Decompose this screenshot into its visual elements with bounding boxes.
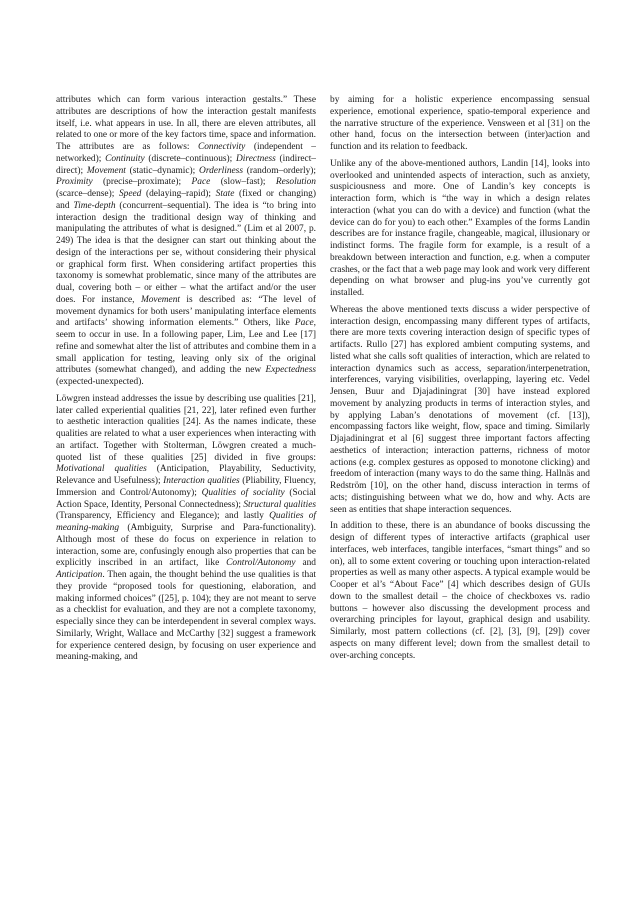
text-run: (expected-unexpected). — [56, 377, 144, 387]
italic-term: Pace — [294, 318, 314, 329]
text-run: (delaying–rapid); — [141, 189, 216, 199]
italic-term: Pace — [191, 177, 211, 188]
text-run: attributes which can form various interaction gestalts.” These attributes are descriptions of how the interaction gestalt manifests itself, i.e. what appears in use. In all, there are eleven attributes, all related to one or more of the key factors time, space and information. The attributes are as follows: — [56, 95, 316, 152]
text-run: Löwgren instead addresses the issue by describing use qualities [21], later called experiential qualities [21, 22], later refined even further to aesthetic interaction qualities [24]. As the names indicate, these qualities are related to what a user experiences when interacting with an artifact. Together with Stolterman, Löwgren created a much-quoted list of these qualities [25] divided in five groups: — [56, 393, 316, 463]
italic-term: Time-depth — [73, 200, 116, 211]
text-run: (slow–fast); — [210, 177, 276, 188]
text-run: (discrete–continuous); — [144, 153, 237, 164]
italic-term: Resolution — [275, 177, 316, 188]
italic-term: Connectivity — [197, 142, 246, 152]
text-run: (Social Action Space, Identity, Personal Connectedness); — [56, 487, 316, 510]
text-run: and — [295, 558, 316, 569]
text-run: (random–orderly); — [242, 165, 316, 176]
right-column — [330, 95, 590, 667]
text-run: (independent – networked); — [56, 142, 316, 164]
text-run: (Anticipation, Playability, Seductivity, Relevance and Usefulness); — [56, 464, 316, 486]
text-run: (concurrent–sequential). The idea is “to bring into interaction design the traditional design way of thinking and manipulating the attributes of what is designed.” (Lim et al 2007, p. 249) The idea is that the designer can start out thinking about the design of the interactions per se, without considering their physical or graphical form first. When considering artifact properties this taxonomy is somewhat problematic, since many of the attributes are dual, covering both – or either – what the artifact and/or the user does. For instance, — [56, 200, 316, 305]
text-run: (Pliability, Fluency, Immersion and Control/Autonomy); — [56, 476, 316, 498]
italic-term: Control/Autonomy — [226, 558, 296, 569]
text-run: Whereas the above mentioned texts discuss a wider perspective of interaction design, encompassing many different types of artifacts, there are more texts covering interaction design of specific types of artifacts. Rullo [27] has explored ambient computing systems, and listed what she calls soft qualities of interaction, which are related to interaction dynamics such as access, separation/interpenetration, interferences, varying visibilities, overlapping, layering etc. Vedel Jensen, Buur and Djajadiningrat [30] have instead explored movement by analyzing products in terms of interaction styles, and by applying Laban’s denotations of movement (cf. [13]), encompassing factors like weight, flow, space and timing. Similarly Djajadiningrat et al [6] suggest three important factors affecting aesthetics of interaction; interaction patterns, richness of motor actions (e.g. complex gestures as opposed to monotone clicking) and freedom of interaction (many ways to do the same thing. Hallnäs and Redström [10], on the other hand, discuss interaction in terms of acts; distinguishing between what we do, how and why. Acts are seen as entities that shape interaction sequences. — [330, 304, 590, 515]
italic-term: Expectedness — [265, 365, 316, 376]
italic-term: Structural qualities — [243, 499, 317, 510]
text-run: (Ambiguity, Surprise and Para-functionality). Although most of these do focus on experience in relation to interaction, some are, confusingly enough also properties that can be explicitly inscribed in an artifact, like — [56, 523, 316, 569]
text-run: (Transparency, Efficiency and Elegance); and lastly — [56, 511, 270, 522]
italic-term: State — [215, 189, 235, 199]
text-run: by aiming for a holistic experience encompassing sensual experience, emotional experience, spatio-temporal experience and the narrative structure of the experience. Vensween et al [31] on the other hand, focus on the intersection between (inter)action and function and its relation to feedback. — [330, 95, 590, 152]
paragraph — [56, 394, 316, 664]
paragraph — [330, 95, 590, 154]
italic-term: Proximity — [56, 177, 93, 188]
italic-term: Directness — [236, 153, 276, 164]
paragraph — [330, 521, 590, 662]
text-run: (static–dynamic); — [125, 165, 200, 176]
left-column — [56, 95, 316, 669]
text-run: (fixed or changing) and — [56, 189, 316, 211]
italic-term: Movement — [86, 165, 126, 176]
italic-term: Speed — [118, 189, 142, 199]
italic-term: Motivational qualities — [56, 464, 147, 475]
paragraph — [330, 159, 590, 300]
italic-term: Qualities of sociality — [201, 487, 285, 498]
text-run: (scarce–dense); — [56, 189, 119, 199]
text-run: (precise–proximate); — [92, 177, 192, 188]
italic-term: Continuity — [105, 153, 145, 164]
italic-term: Anticipation — [56, 570, 103, 580]
paragraph — [330, 305, 590, 517]
paragraph — [56, 95, 316, 389]
italic-term: Orderliness — [199, 165, 243, 176]
text-run: , seem to occur in use. In a following paper, Lim, Lee and Lee [17] refine and somewhat alter the list of attributes and combine them in a small application for testing, leaving only six of the original attributes (somewhat changed), and adding the new — [56, 318, 316, 376]
text-run: . Then again, the thought behind the use qualities is that they provide “proposed tools for questioning, elaboration, and making informed choices” ([25], p. 104); they are not meant to serve as a checklist for evaluation, and they are not a complete taxonomy, especially since they can be interdependent in several complex ways. Similarly, Wright, Wallace and McCarthy [32] suggest a framework for experience centered design, by focusing on user experience and meaning-making, and — [56, 570, 316, 663]
text-run: Unlike any of the above-mentioned authors, Landin [14], looks into overlooked and unintended aspects of interaction, such as anxiety, suspiciousness and more. One of Landin’s key concepts is interaction form, which is “the way in which a design relates interaction (what you can do with a device) and function (what the device can do for you) to each other.” Examples of the forms Landin describes are for instance fragile, changeable, magical, illusionary or indistinct forms. The fragile form for example, is a result of a breakdown between interaction and function, e.g. when a computer crashes, or the fact that a web page may look and work very different depending on what browser and plug-ins you’ve currently got installed. — [330, 158, 590, 298]
italic-term: Qualities of meaning-making — [56, 511, 316, 533]
italic-term: Interaction qualities — [163, 476, 240, 486]
italic-term: Movement — [140, 294, 180, 305]
text-run: is described as: “The level of movement dynamics for both users’ manipulating interface elements and artifacts’ showing information elements.” Others, like — [56, 294, 316, 329]
text-run: (indirect–direct); — [56, 153, 316, 176]
text-run: In addition to these, there is an abundance of books discussing the design of different types of interactive artifacts (graphical user interfaces, web interfaces, tangible interfaces, “smart things” and so on), all to some extent covering or touching upon interaction-related properties as well as many other aspects. A typical example would be Cooper et al’s “About Face” [4] which describes design of GUIs down to the smallest detail – the choice of checkboxes vs. radio buttons – however also discussing the development process and overarching principles for layout, graphical design and usability. Similarly, most pattern collections (cf. [2], [3], [9], [29]) cover aspects on many different level; down from the smallest detail to over-arching concepts. — [330, 521, 590, 661]
